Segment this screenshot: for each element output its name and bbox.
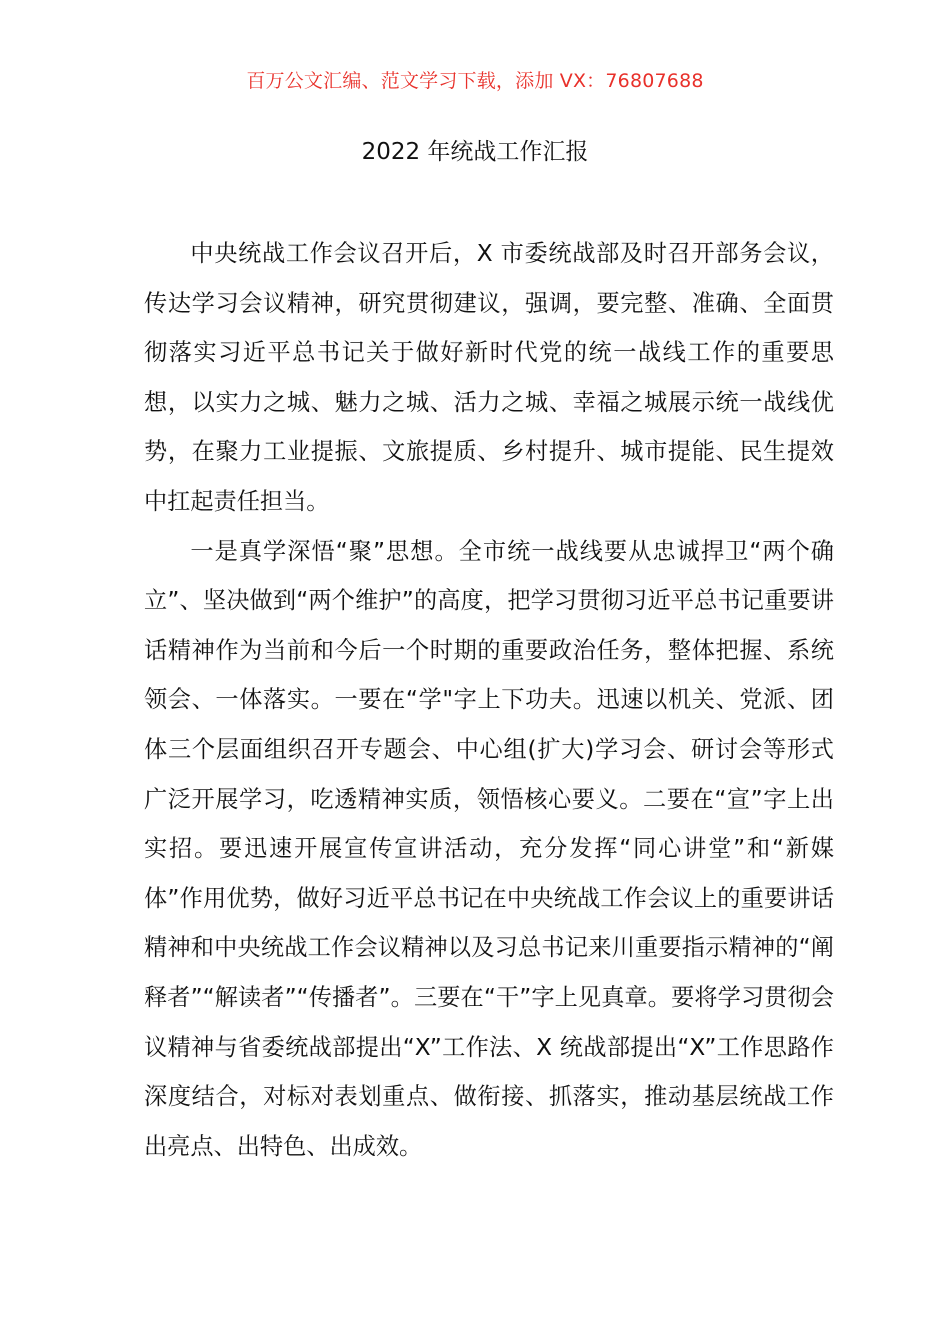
document-body [144,229,834,1171]
document-title: 2022 年统战工作汇报 [361,139,589,165]
paragraph-point-one: 一是真学深悟“聚”思想。全市统一战线要从忠诚捍卫“两个确立”、坚决做到“两个维护”的高度，把学习贯彻习近平总书记重要讲话精神作为当前和今后一个时期的重要政治任务，整体把握、系统领会、一体落实。一要在“学"字上下功夫。迅速以机关、党派、团体三个层面组织召开专题会、中心组(扩大)学习会、研讨会等形式广泛开展学习，吃透精神实质，领悟核心要义。二要在“宣”字上出实招。要迅速开展宣传宣讲活动，充分发挥“同心讲堂”和“新媒体”作用优势，做好习近平总书记在中央统战工作会议上的重要讲话精神和中央统战工作会议精神以及习总书记来川重要指示精神的“阐释者”“解读者”“传播者”。三要在“干”字上见真章。要将学习贯彻会议精神与省委统战部提出“X”工作法、X 统战部提出“X”工作思路作深度结合，对标对表划重点、做衔接、抓落实，推动基层统战工作出亮点、出特色、出成效。 [144,537,834,1160]
watermark-header-note: 百万公文汇编、范文学习下载，添加 VX：76807688 [246,70,704,92]
paragraph-intro: 中央统战工作会议召开后，X 市委统战部及时召开部务会议，传达学习会议精神，研究贯彻建议，强调，要完整、准确、全面贯彻落实习近平总书记关于做好新时代党的统一战线工作的重要思想，以实力之城、魅力之城、活力之城、幸福之城展示统一战线优势，在聚力工业提振、文旅提质、乡村提升、城市提能、民生提效中扛起责任担当。 [144,240,834,515]
